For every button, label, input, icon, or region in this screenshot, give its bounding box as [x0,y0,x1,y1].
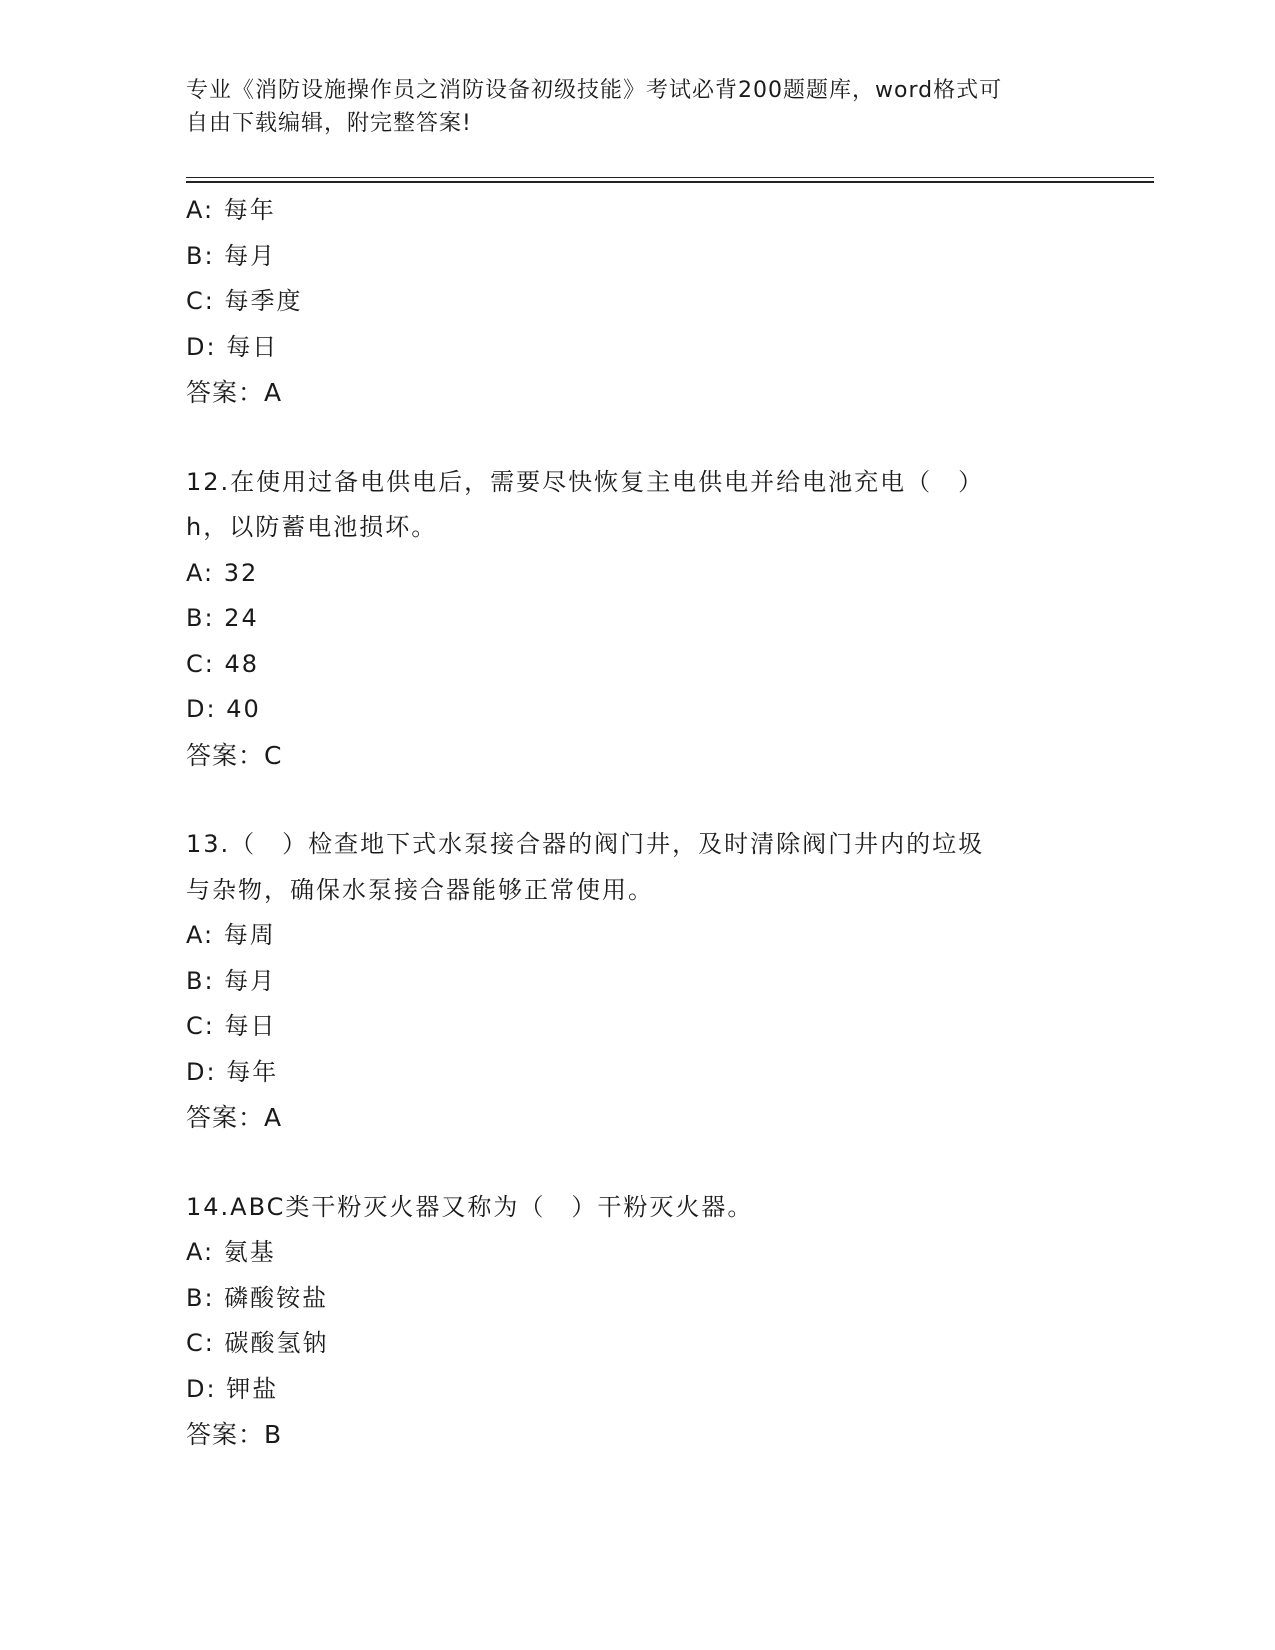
document-header [186,74,1066,140]
option-b: B: 24 [186,604,259,632]
question-stem [186,822,1086,913]
stem-line: 与杂物，确保水泵接合器能够正常使用。 [186,875,654,904]
option-b: B: 每月 [186,241,277,270]
option-d: D: 40 [186,695,261,723]
option-d: D: 每年 [186,1057,279,1086]
header-rule-thin [186,177,1154,178]
answer-line: 答案：B [186,1420,283,1449]
question-stem [186,1185,1086,1231]
option-b: B: 磷酸铵盐 [186,1283,329,1312]
option-a: A: 每年 [186,196,276,224]
stem-line: h，以防蓄电池损坏。 [186,513,438,541]
answer-line: 答案：A [186,378,283,407]
answer-line: 答案：C [186,740,283,770]
option-d: D: 每日 [186,332,279,361]
option-c: C: 每日 [186,1012,277,1040]
header-line-1: 专业《消防设施操作员之消防设备初级技能》考试必背200题题库，word格式可 [186,78,1003,103]
option-c: C: 48 [186,649,260,678]
stem-line: 13.（ ）检查地下式水泵接合器的阀门井，及时清除阀门井内的垃圾 [186,830,985,858]
option-c: C: 每季度 [186,287,303,315]
question-carry-over [186,188,1086,416]
option-d: D: 钾盐 [186,1374,279,1403]
option-a: A: 32 [186,558,259,587]
option-a: A: 氨基 [186,1238,276,1266]
stem-line: 12.在使用过备电供电后，需要尽快恢复主电供电并给电池充电（ ） [186,467,985,496]
question-14 [186,1185,1086,1458]
answer-line: 答案：A [186,1103,283,1132]
question-list [186,188,1086,1458]
question-12 [186,460,1086,779]
question-stem [186,460,1086,551]
option-c: C: 碳酸氢钠 [186,1329,329,1357]
option-b: B: 每月 [186,966,277,995]
question-13 [186,822,1086,1141]
header-line-2: 自由下载编辑，附完整答案! [186,111,472,136]
header-rule-thick [186,181,1154,183]
option-a: A: 每周 [186,921,276,949]
stem-line: 14.ABC类干粉灭火器又称为（ ）干粉灭火器。 [186,1192,754,1221]
